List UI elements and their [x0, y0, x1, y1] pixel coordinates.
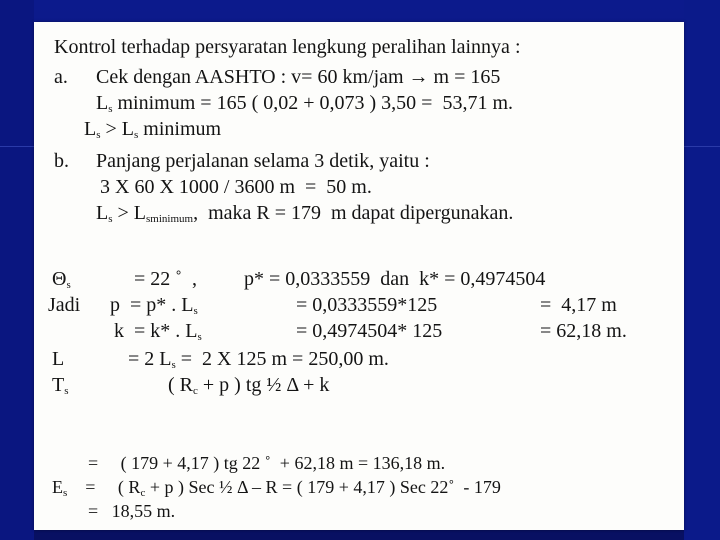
p-formula: p = p* . $L_s$ [110, 294, 198, 317]
L-formula: = 2 $L_s = 2$ X 125 m = 250,00 m. [128, 348, 389, 371]
background-left-band [0, 0, 34, 540]
item-b-line1: Panjang perjalanan selama 3 detik, yaitu : [96, 150, 430, 172]
T-result: = ( 179 + 4,17 ) tg 22 ˚ + 62,18 m = 136,18 m. [88, 453, 446, 473]
item-a-line2: $L_s$ minimum = 165 ( 0,02 + 0,073 ) 3,50 = 53,71 m. [96, 92, 513, 115]
item-b-line2: 3 X 60 X 1000 / 3600 m = 50 m. [100, 176, 372, 198]
item-a-line3: $L_s > L_s$ minimum [84, 118, 222, 141]
theta-symbol: $\Theta_s$ [52, 268, 71, 291]
L-label: L [52, 348, 65, 370]
item-a-label: a. [54, 66, 68, 88]
p-k-star-values: p* = 0,0333559 dan k* = 0,4974504 [244, 268, 546, 290]
item-b-line3: $L_s > L_{sminimum}$, maka R = 179 m dapat dipergunakan. [96, 202, 514, 225]
item-b-label: b. [54, 150, 69, 172]
E-formula: $E_s$ = ( $R_c + p$ ) Sec ½ Δ – R = ( 179 + 4,17 ) Sec 22˚ - 179 [52, 477, 501, 499]
p-calc: = 0,0333559*125 [296, 294, 438, 316]
k-formula: k = k* . $L_s$ [114, 320, 202, 343]
document-panel [34, 22, 684, 530]
k-calc: = 0,4974504* 125 [296, 320, 443, 342]
background-right-band [684, 0, 720, 540]
T-label: $T_s$ [52, 374, 69, 397]
T-formula: ( $R_c + p$ ) tg ½ Δ + k [168, 374, 330, 397]
title-text: Kontrol terhadap persyaratan lengkung peralihan lainnya : [54, 36, 521, 58]
k-result: = 62,18 m. [540, 320, 627, 342]
jadi-label: Jadi [48, 294, 81, 316]
item-a-line1: Cek dengan AASHTO : v= 60 km/jam → m = 165 [96, 66, 501, 88]
E-result: = 18,55 m. [88, 501, 176, 521]
theta-value: = 22 ˚ , [134, 268, 197, 290]
p-result: = 4,17 m [540, 294, 617, 316]
